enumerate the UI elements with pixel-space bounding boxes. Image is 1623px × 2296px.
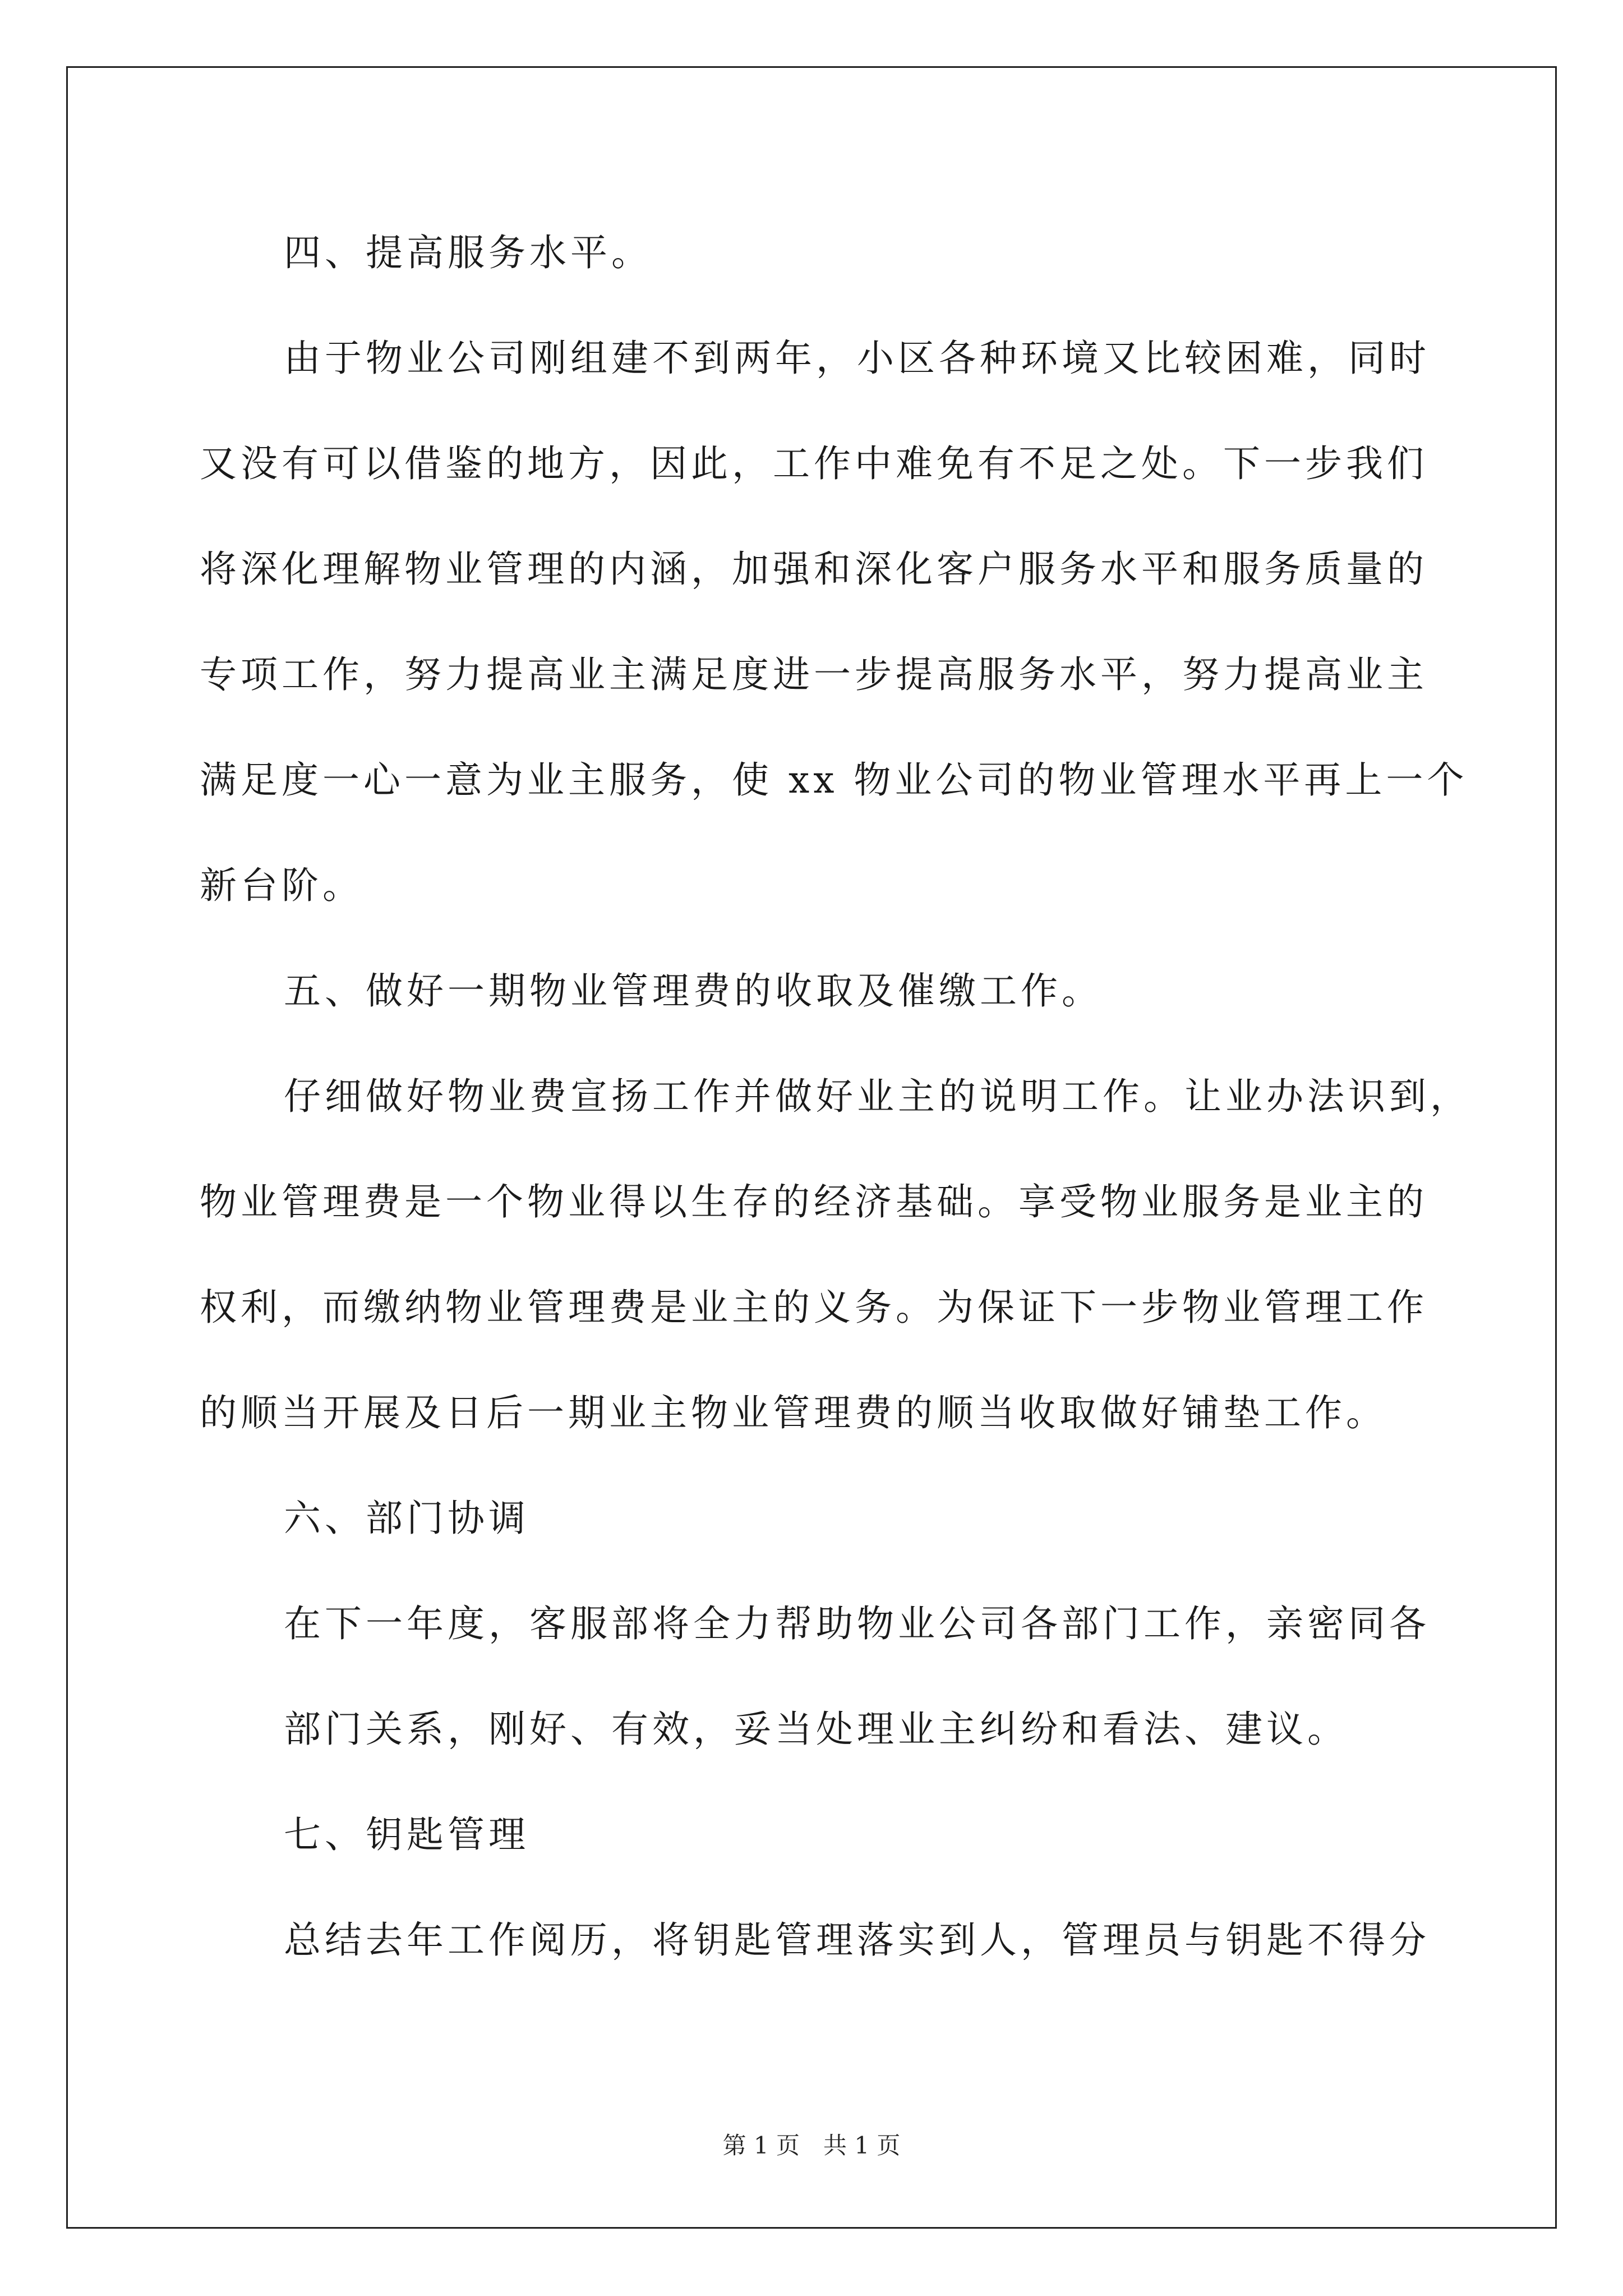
heading-section-7: 七、钥匙管理 xyxy=(284,1813,529,1856)
paragraph-line: 又没有可以借鉴的地方，因此，工作中难免有不足之处。下一步我们 xyxy=(200,442,1428,485)
paragraph-line: 在下一年度，客服部将全力帮助物业公司各部门工作，亲密同各 xyxy=(284,1602,1430,1645)
paragraph-line: 新台阶。 xyxy=(200,864,363,907)
paragraph-line: 物业管理费是一个物业得以生存的经济基础。享受物业服务是业主的 xyxy=(200,1180,1428,1223)
paragraph-line: 满足度一心一意为业主服务，使 xx 物业公司的物业管理水平再上一个 xyxy=(200,758,1468,802)
page-footer: 第 1 页 共 1 页 xyxy=(722,2132,901,2159)
paragraph-line: 专项工作，努力提高业主满足度进一步提高服务水平，努力提高业主 xyxy=(200,653,1428,696)
paragraph-line: 由于物业公司刚组建不到两年，小区各种环境又比较困难，同时 xyxy=(284,337,1430,380)
heading-section-6: 六、部门协调 xyxy=(284,1497,529,1540)
paragraph-line: 的顺当开展及日后一期业主物业管理费的顺当收取做好铺垫工作。 xyxy=(200,1391,1387,1434)
paragraph-line: 仔细做好物业费宣扬工作并做好业主的说明工作。让业办法识到， xyxy=(284,1075,1471,1118)
paragraph-line: 总结去年工作阅历，将钥匙管理落实到人，管理员与钥匙不得分 xyxy=(284,1918,1430,1962)
paragraph-line: 部门关系，刚好、有效，妥当处理业主纠纷和看法、建议。 xyxy=(284,1708,1348,1751)
heading-section-4: 四、提高服务水平。 xyxy=(284,231,652,274)
page-border xyxy=(66,66,1557,2229)
paragraph-line: 将深化理解物业管理的内涵，加强和深化客户服务水平和服务质量的 xyxy=(200,547,1428,591)
heading-section-5: 五、做好一期物业管理费的收取及催缴工作。 xyxy=(284,969,1103,1013)
paragraph-line: 权利，而缴纳物业管理费是业主的义务。为保证下一步物业管理工作 xyxy=(200,1286,1428,1329)
